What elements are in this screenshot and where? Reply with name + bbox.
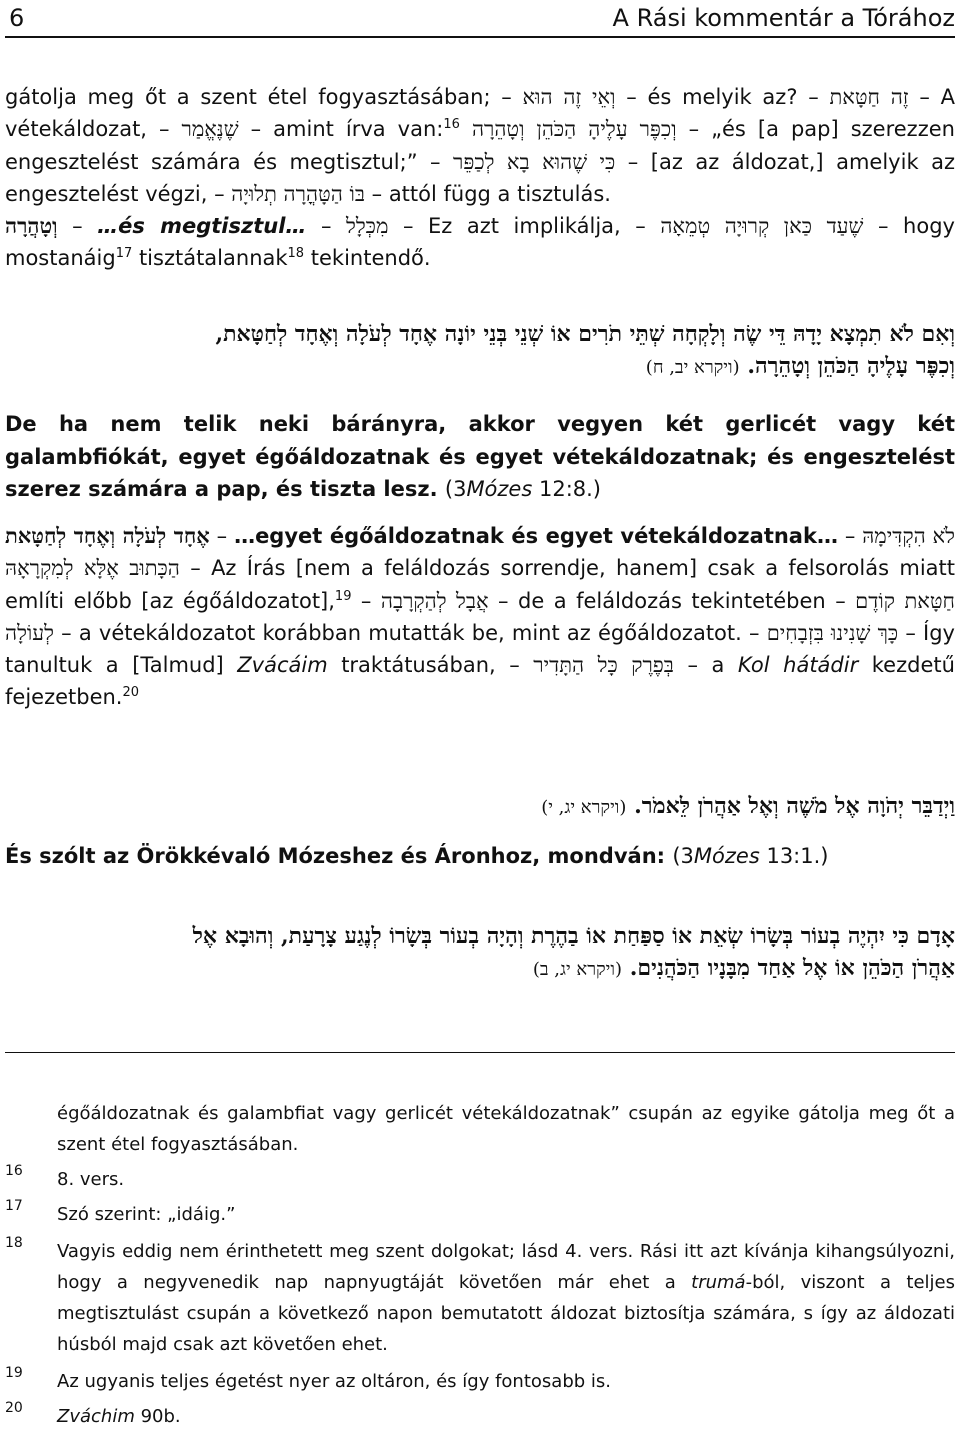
ref-book: Mózes xyxy=(693,844,760,868)
verse-reference xyxy=(672,844,828,868)
hebrew-lemma: חַטָּאת קוֹדֶם לְעוֹלָה xyxy=(5,588,955,645)
text: Az Írás [nem a feláldozás sorrendje, hanem] csak a felsorolás miatt említi előbb [az égőáldozatot], xyxy=(5,556,955,613)
footnote-number: 18 xyxy=(5,1235,23,1251)
footnote-continuation: égőáldozatnak és galambfiat vagy gerlicét vétekáldozatnak” csupán az egyike gátolja meg őt a szent étel fogyasztásában. xyxy=(57,1103,955,1155)
hebrew-lemma: שֶׁעַד כַּאן קְרוּיָה טְמֵאָה xyxy=(660,214,864,238)
hebrew-line: אַהֲרֹן הַכֹּהֵן אוֹ אֶל אַחַד מִבָּנָיו הַכֹּהֲנִים. xyxy=(629,955,955,981)
ref-text: 12:8.) xyxy=(532,477,601,501)
footnote-text: 90b. xyxy=(134,1406,181,1427)
running-title: A Rási kommentár a Tórához xyxy=(612,4,955,32)
text: gátolja meg őt a szent étel fogyasztásában; xyxy=(5,85,491,109)
text: traktátusában, xyxy=(341,653,496,678)
footnote-text: Vagyis eddig nem érinthetett meg szent dolgokat; lásd 4. vers. Rási itt azt kívánja kihangsúlyozni, hogy a negyvenedik nap napnyugtáját követően már ehet a xyxy=(57,1241,955,1293)
footnote-number: 19 xyxy=(5,1365,23,1381)
footnote-ref[interactable]: 18 xyxy=(287,246,305,262)
text: Ez azt implikálja, xyxy=(428,214,621,238)
text: hogy mostanáig xyxy=(5,214,955,271)
footnote-19 xyxy=(5,1366,955,1397)
running-header xyxy=(5,4,955,34)
footnote-ref[interactable]: 17 xyxy=(115,246,133,262)
footnote-ref[interactable]: 20 xyxy=(122,685,140,701)
footnote-term: Zváchim xyxy=(57,1406,135,1427)
verse-hebrew-2 xyxy=(5,790,955,824)
hebrew-lemma: בְּפֶרֶק כָּל הַתָּדִיר xyxy=(533,653,674,678)
verse-hebrew-1 xyxy=(5,318,955,384)
footnote-number: 20 xyxy=(5,1400,23,1416)
footnotes xyxy=(5,1098,955,1432)
page-number: 6 xyxy=(9,4,25,32)
hebrew-lemma: כָּךְ שָׁנִינוּ בִּזְבָחִים xyxy=(766,620,899,645)
text: tisztátalannak xyxy=(138,246,288,271)
footnote-20 xyxy=(5,1401,955,1432)
footnote-18 xyxy=(5,1236,955,1360)
text: és melyik az? xyxy=(647,85,798,109)
translation-text: És szólt az Örökkévaló Mózeshez és Áronhoz, mondván: xyxy=(5,844,666,868)
footnote-ref[interactable]: 16 xyxy=(443,117,460,133)
hebrew-lemma: וְכִפֶּר עָלֶיהָ הַכֹּהֵן וְטָהֵרָה xyxy=(471,117,677,142)
text: Így tanultuk a [Talmud] xyxy=(5,620,955,678)
footnote-text: -ból, viszont a teljes megtisztulást csupán a következő napon bemutatott áldozat biztosítja számára, s így az áldozati húsból majd csak azt követően ehet. xyxy=(57,1272,955,1355)
text: amint írva van: xyxy=(273,117,444,142)
text: A vétekáldozat, xyxy=(5,85,956,142)
hebrew-lemma: וְטָהֲרָה xyxy=(5,213,58,238)
text: a xyxy=(711,653,725,678)
footnote-17 xyxy=(5,1199,955,1230)
ref-text: 13:1.) xyxy=(759,844,829,868)
hebrew-lemma: זֶה חַטָּאת xyxy=(829,85,909,109)
verse-translation-2 xyxy=(5,840,955,873)
hebrew-line: וְאִם לֹא תִמְצָא יָדָהּ דֵּי שֶׂה וְלָקְחָה שְׁתֵּי תֹרִים אוֹ שְׁנֵי בְּנֵי יוֹנָה אֶחָד לְעֹלָה וְאֶחָד לְחַטָּאת, xyxy=(215,321,955,347)
hebrew-line: וַיְדַבֵּר יְהֹוָה אֶל מֹשֶׁה וְאֶל אַהֲרֹן לֵּאמֹר. xyxy=(634,793,955,819)
hebrew-line: אָדָם כִּי יִהְיֶה בְעוֹר בְּשָׂרוֹ שְׂאֵת אוֹ סַפַּחַת אוֹ בַהֶרֶת וְהָיָה בְעוֹר בְּשָׂרוֹ לְנֶגַע צָרָעַת, וְהוּבָא אֶל xyxy=(192,923,955,949)
text: kezdetű fejezetben. xyxy=(5,653,955,710)
verse-translation-1 xyxy=(5,408,955,506)
verse-reference xyxy=(445,477,601,501)
commentary-paragraph-3: אֶחָד לְעֹלָה וְאֶחָד לְחַטָּאת – …egyet égőáldozatnak és egyet vétekáldozatnak… – לֹא הִקְדִּימָהּ הַכָּתוּב אֶלָּא לְמִקְרָאָהּ – Az Írás [nem a feláldozás sorrendje, hanem] csak a felsorolás miatt említi előbb [az égőáldozatot],$^{19}$ – אֲבָל לְהַקְרָבָה – de a feláldozás tekintetében – חַטָּאת קוֹדֶם לְעוֹלָה – a vétekáldozatot korábban mutatták be, mint az égőáldozatot. – כָּךְ שָׁנִינוּ בִּזְבָחִים – Így tanultuk a [Talmud] Zvácáim traktátusában, – בְּפֶרֶק כָּל הַתָּדִיר – a Kol hátádir kezdetű fejezetben.$^{20}$ xyxy=(5,523,955,710)
hebrew-lemma: אֶחָד לְעֹלָה וְאֶחָד לְחַטָּאת xyxy=(5,523,210,548)
hebrew-lemma: אֲבָל לְהַקְרָבָה xyxy=(380,588,489,613)
ref-text: (3 xyxy=(444,477,467,501)
footnote-rule xyxy=(5,1052,955,1053)
header-rule xyxy=(5,36,955,38)
footnote-term: trumá xyxy=(691,1272,746,1293)
hebrew-lemma: לֹא הִקְדִּימָהּ הַכָּתוּב אֶלָּא לְמִקְרָאָהּ xyxy=(5,524,955,581)
chapter-name: Kol hátádir xyxy=(737,653,859,678)
hebrew-lemma: כִּי שֶׁהוּא בָא לְכַפֵּר xyxy=(453,149,616,174)
ref-book: Mózes xyxy=(466,477,533,501)
text: tekintendő. xyxy=(310,246,431,271)
verse-hebrew-3 xyxy=(5,920,955,986)
text: de a feláldozás tekintetében xyxy=(518,588,826,613)
hebrew-lemma: בּוֹ הַטָּהֳרָה תְלוּיָה xyxy=(231,181,365,206)
text: [az az áldozat,] amelyik az engesztelést végzi, xyxy=(5,149,955,206)
text: „és [a pap] szerezzen engesztelést számára és megtisztul;” xyxy=(5,117,955,174)
hebrew-lemma: מִכְּלָל xyxy=(346,214,389,238)
commentary-paragraph-2: וְטָהֲרָה – …és megtisztul… – מִכְּלָל – Ez azt implikálja, – שֶׁעַד כַּאן קְרוּיָה טְמֵאָה – hogy mostanáig$^{17}$ tisztátalannak$^{18}$ tekintendő. xyxy=(5,213,955,271)
footnote-ref[interactable]: 19 xyxy=(334,588,352,604)
footnote-text: Szó szerint: „idáig.” xyxy=(57,1204,236,1225)
text: attól függ a tisztulás. xyxy=(388,181,611,206)
hebrew-lemma: וְאֵי זֶה הוּא xyxy=(522,85,616,109)
commentary-paragraph-1: gátolja meg őt a szent étel fogyasztásában; – וְאֵי זֶה הוּא – és melyik az? – זֶה חַטָּאת – A vétekáldozat, – שֶׁנֶּאֱמַר – amint írva van:$^{16}$ וְכִפֶּר עָלֶיהָ הַכֹּהֵן וְטָהֵרָה – „és [a pap] szerezzen engesztelést számára és megtisztul;” – כִּי שֶׁהוּא בָא לְכַפֵּר – [az az áldozat,] amelyik az engesztelést végzi, – בּוֹ הַטָּהֳרָה תְלוּיָה – attól függ a tisztulás. xyxy=(5,85,956,206)
footnote-text: 8. vers. xyxy=(57,1169,125,1190)
hebrew-line: וְכִפֶּר עָלֶיהָ הַכֹּהֵן וְטָהֵרָה. xyxy=(747,353,955,379)
footnote-number: 16 xyxy=(5,1163,23,1179)
hebrew-reference: (ויקרא יג, י) xyxy=(541,797,627,818)
text: …és megtisztul… xyxy=(97,214,307,238)
text: …egyet égőáldozatnak és egyet vétekáldozatnak… xyxy=(234,524,838,548)
hebrew-reference: (ויקרא יב, ח) xyxy=(645,357,740,378)
hebrew-reference: (ויקרא יג, ב) xyxy=(532,959,623,980)
footnote-text: Az ugyanis teljes égetést nyer az oltáron, és így fontosabb is. xyxy=(57,1371,611,1392)
footnote-16 xyxy=(5,1164,955,1195)
hebrew-lemma: שֶׁנֶּאֱמַר xyxy=(181,117,239,142)
text: a vétekáldozatot korábban mutatták be, mint az égőáldozatot. xyxy=(78,620,742,645)
tractate-name: Zvácáim xyxy=(237,653,328,678)
ref-text: (3 xyxy=(672,844,694,868)
translation-text: De ha nem telik neki bárányra, akkor vegyen két gerlicét vagy két galambfiókát, egyet égőáldozatnak és egyet vétekáldozatnak; és engesztelést szerez számára a pap, és tiszta lesz. xyxy=(5,412,955,501)
footnote-number: 17 xyxy=(5,1198,23,1214)
